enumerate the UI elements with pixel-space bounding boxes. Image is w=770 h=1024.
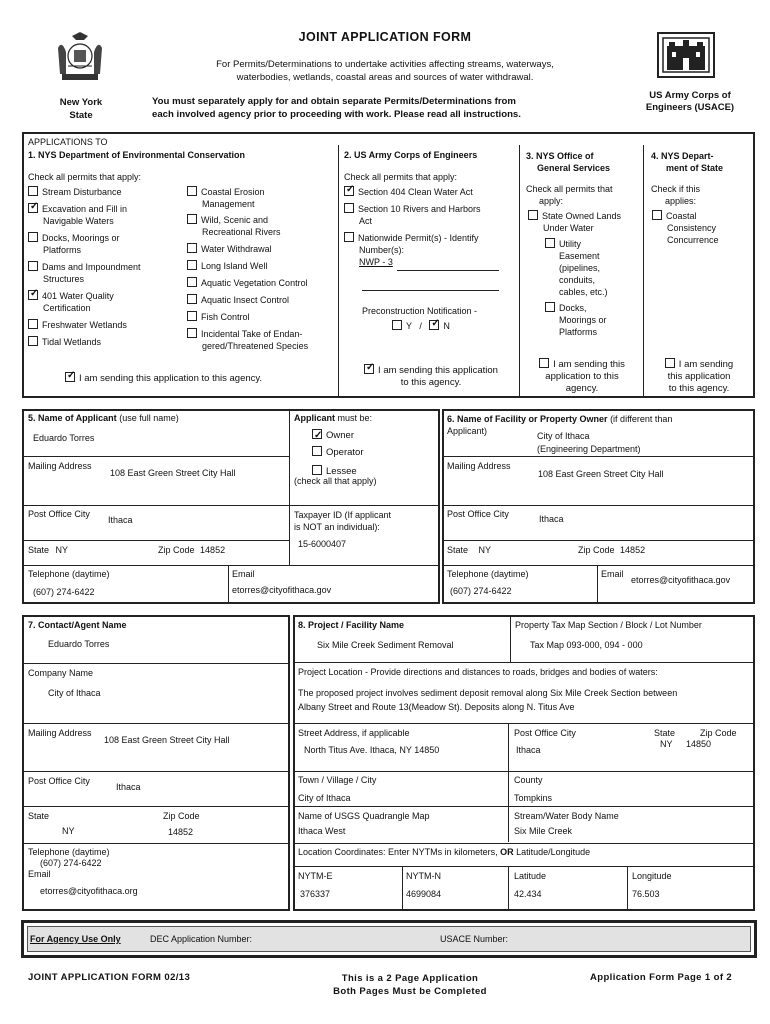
usace-title: 2. US Army Corps of Engineers xyxy=(344,150,478,160)
ogs-item1b: Under Water xyxy=(543,223,594,233)
dec-item[interactable] xyxy=(187,214,337,243)
stream-disturbance-checkbox[interactable] xyxy=(28,186,38,196)
coords-label-or: OR xyxy=(500,847,514,857)
contact-email[interactable]: etorres@cityofithaca.org xyxy=(40,886,138,896)
taxmap-label: Property Tax Map Section / Block / Lot Number xyxy=(515,620,702,630)
usace-number-label: USACE Number: xyxy=(440,934,509,944)
contact-phone[interactable]: (607) 274-6422 xyxy=(40,858,102,868)
ogs-sending2: application to this xyxy=(545,371,619,382)
facility-po-label: Post Office City xyxy=(447,509,509,519)
facility-zip[interactable]: 14852 xyxy=(620,545,646,555)
dec-item[interactable] xyxy=(187,186,337,214)
dec-item[interactable] xyxy=(28,186,188,203)
dec-item-label2: Structures xyxy=(43,274,85,284)
dec-item[interactable] xyxy=(187,328,337,356)
applicant-po[interactable]: Ithaca xyxy=(108,515,133,525)
facility-name1: City of Ithaca xyxy=(537,431,590,441)
dams-impoundment-checkbox[interactable] xyxy=(28,261,38,271)
applicant-label xyxy=(28,413,179,423)
footer-form-id: JOINT APPLICATION FORM 02/13 xyxy=(28,972,191,983)
facility-name2: (Engineering Department) xyxy=(537,444,641,454)
applicant-email[interactable]: etorres@cityofithaca.gov xyxy=(232,585,332,595)
usace-sending-label2: to this agency. xyxy=(400,377,462,388)
dec-item-label: Fish Control xyxy=(201,312,250,322)
facility-name[interactable] xyxy=(537,430,641,456)
dos-sending3: to this agency. xyxy=(668,383,730,394)
project-zip[interactable]: 14850 xyxy=(686,739,712,749)
dec-item-label: Excavation and Fill in xyxy=(42,204,128,214)
project-state-label: State xyxy=(654,728,676,738)
ogs-sending3: agency. xyxy=(565,383,599,394)
applicant-state-label: State xyxy=(28,545,50,555)
coords-label-b: Latitude/Longitude xyxy=(516,847,591,857)
applicant-label-text: 5. Name of Applicant xyxy=(28,413,117,423)
ogs-sending1: I am sending this xyxy=(553,359,625,370)
long-island-well-checkbox[interactable] xyxy=(187,260,197,270)
applicant-roles xyxy=(312,427,364,478)
facility-phone[interactable]: (607) 274-6422 xyxy=(450,586,512,596)
dec-item[interactable] xyxy=(187,243,337,260)
footer-page: Application Form Page 1 of 2 xyxy=(590,972,733,983)
pcn-no-label: N xyxy=(443,321,450,331)
nys-seal xyxy=(52,30,108,86)
contact-name[interactable]: Eduardo Torres xyxy=(48,639,110,649)
dec-item-label: Docks, Moorings or xyxy=(42,233,120,243)
applicant-zip-row xyxy=(158,545,225,555)
dos-title xyxy=(651,150,723,174)
facility-zip-row xyxy=(578,545,645,555)
ogs-item1a: State Owned Lands xyxy=(542,211,622,221)
dec-sending-checkbox[interactable] xyxy=(65,372,75,382)
dec-number-label: DEC Application Number: xyxy=(150,934,253,944)
nytmn-value[interactable]: 4699084 xyxy=(406,889,442,899)
dec-item[interactable] xyxy=(28,203,188,232)
applicant-role-label xyxy=(294,413,372,423)
operator-label: Operator xyxy=(326,447,364,458)
dec-sending[interactable] xyxy=(65,372,262,384)
taxpayer-id[interactable]: 15-6000407 xyxy=(298,539,347,549)
excavation-fill-checkbox[interactable] xyxy=(28,203,38,213)
dec-item-label: Long Island Well xyxy=(201,261,268,271)
location-line1: The proposed project involves sediment deposit removal along Six Mile Creek Section between xyxy=(298,688,678,698)
dec-sending-label: I am sending this application to this agency. xyxy=(79,373,263,384)
ogs-util5: cables, etc.) xyxy=(559,287,608,297)
dos-sending1: I am sending xyxy=(678,359,734,370)
town-value[interactable]: City of Ithaca xyxy=(298,793,351,803)
lat-label: Latitude xyxy=(514,871,547,881)
facility-po[interactable]: Ithaca xyxy=(539,514,564,524)
street-value[interactable]: North Titus Ave. Ithaca, NY 14850 xyxy=(304,745,440,755)
dec-item-label: Tidal Wetlands xyxy=(42,337,102,347)
ogs-docks-checkbox[interactable] xyxy=(545,302,555,312)
project-zip-label: Zip Code xyxy=(700,728,737,738)
ogs-sending-checkbox[interactable] xyxy=(539,358,549,368)
nationwide-permit-checkbox[interactable] xyxy=(344,232,354,242)
coords-label xyxy=(298,847,590,857)
dec-item[interactable] xyxy=(187,260,337,277)
ny-line1: New York xyxy=(59,97,103,108)
usace-line2: Engineers (USACE) xyxy=(645,102,735,113)
facility-state[interactable]: NY xyxy=(478,545,492,555)
company-label: Company Name xyxy=(28,668,94,678)
coords-label-a: Location Coordinates: Enter NYTMs in kilometers, xyxy=(298,847,498,857)
applicant-state[interactable]: NY xyxy=(55,545,69,555)
dec-item-label2: Navigable Waters xyxy=(43,216,114,226)
dec-item-label: Coastal Erosion xyxy=(201,187,265,197)
dec-col1 xyxy=(28,186,188,353)
pcn-yes-checkbox[interactable] xyxy=(392,320,402,330)
section-10-checkbox[interactable] xyxy=(344,203,354,213)
pcn-slash: / xyxy=(419,321,422,331)
ogs-check1: Check all permits that xyxy=(526,184,613,194)
company-name[interactable]: City of Ithaca xyxy=(48,688,101,698)
usgs-label: Name of USGS Quadrangle Map xyxy=(298,811,430,821)
dos-item2: Consistency xyxy=(667,223,717,233)
pcn-no-checkbox[interactable] xyxy=(429,320,439,330)
stream-value[interactable]: Six Mile Creek xyxy=(514,826,573,836)
stream-label: Stream/Water Body Name xyxy=(514,811,619,821)
footer-center xyxy=(300,972,520,998)
dec-item[interactable] xyxy=(28,319,188,336)
tidal-wetlands-checkbox[interactable] xyxy=(28,336,38,346)
facility-state-label: State xyxy=(447,545,469,555)
location-line2: Albany Street and Route 13(Meadow St). Deposits along N. Titus Ave xyxy=(298,702,575,712)
ny-state-label xyxy=(40,96,122,122)
usace-item-label: Nationwide Permit(s) - Identify xyxy=(358,233,479,243)
street-label: Street Address, if applicable xyxy=(298,728,410,738)
dec-item-label: Freshwater Wetlands xyxy=(42,320,127,330)
freshwater-wetlands-checkbox[interactable] xyxy=(28,319,38,329)
usace-item-label: Section 10 Rivers and Harbors xyxy=(358,204,481,214)
ogs-docks3: Platforms xyxy=(559,327,598,337)
dec-item-label2: Platforms xyxy=(43,245,82,255)
contact-po-label: Post Office City xyxy=(28,776,90,786)
usace-check-label: Check all permits that apply: xyxy=(344,172,458,182)
facility-label-text: 6. Name of Facility or Property Owner xyxy=(447,414,608,424)
ogs-util1: Utility xyxy=(559,239,581,249)
ogs-docks1: Docks, xyxy=(559,303,587,313)
applications-heading: APPLICATIONS TO xyxy=(28,137,108,147)
coastal-consistency-checkbox[interactable] xyxy=(652,210,662,220)
facility-email-label: Email xyxy=(601,569,624,579)
dec-item[interactable] xyxy=(28,336,188,353)
nytme-value[interactable]: 376337 xyxy=(300,889,331,899)
usace-line1: US Army Corps of xyxy=(649,90,731,101)
facility-phone-label: Telephone (daytime) xyxy=(447,569,529,579)
nytme-label: NYTM-E xyxy=(298,871,333,881)
lat-value[interactable]: 42.434 xyxy=(514,889,542,899)
applicant-role-text: Applicant xyxy=(294,413,336,423)
usace-item-label2: Act xyxy=(359,216,373,226)
applicant-po-label: Post Office City xyxy=(28,509,90,519)
taxmap-value[interactable]: Tax Map 093-000, 094 - 000 xyxy=(530,640,643,650)
usace-item-label: Section 404 Clean Water Act xyxy=(358,187,473,197)
wild-scenic-rivers-checkbox[interactable] xyxy=(187,214,197,224)
dos-item3: Concurrence xyxy=(667,235,719,245)
nwp-field[interactable] xyxy=(344,256,514,270)
usace-sending-checkbox[interactable] xyxy=(364,364,374,374)
role-owner[interactable] xyxy=(312,427,364,444)
dos-check2: applies: xyxy=(665,196,697,206)
ogs-check2: apply: xyxy=(539,196,564,206)
ogs-utility[interactable] xyxy=(545,238,608,298)
section-404-checkbox[interactable] xyxy=(344,186,354,196)
contact-phone-label: Telephone (daytime) xyxy=(28,847,110,857)
ogs-sending[interactable] xyxy=(522,358,642,395)
taxpayer-label1: Taxpayer ID (If applicant xyxy=(294,510,392,520)
pcn-label: Preconstruction Notification - xyxy=(362,306,478,316)
lessee-checkbox[interactable] xyxy=(312,465,322,475)
applicant-check-note: (check all that apply) xyxy=(294,476,377,486)
incidental-take-checkbox[interactable] xyxy=(187,328,197,338)
facility-mailing[interactable]: 108 East Green Street City Hall xyxy=(538,469,664,479)
county-label: County xyxy=(514,775,543,785)
subtitle-line2: waterbodies, wetlands, coastal areas and sources of water withdrawal. xyxy=(236,72,534,83)
dec-item[interactable] xyxy=(28,261,188,290)
location-label: Project Location - Provide directions and distances to roads, bridges and bodies of waters: xyxy=(298,667,658,677)
usace-item[interactable] xyxy=(344,186,514,203)
applicant-phone[interactable]: (607) 274-6422 xyxy=(33,587,95,597)
lon-value[interactable]: 76.503 xyxy=(632,889,660,899)
ny-line2: State xyxy=(69,110,93,121)
dec-item-label: Wild, Scenic and xyxy=(201,215,269,225)
pcn-yes-label: Y xyxy=(406,321,412,331)
nytmn-label: NYTM-N xyxy=(406,871,441,881)
ogs-docks2: Moorings or xyxy=(559,315,607,325)
dos-sending-checkbox[interactable] xyxy=(665,358,675,368)
water-quality-401-checkbox[interactable] xyxy=(28,290,38,300)
dec-item[interactable] xyxy=(187,311,337,328)
taxpayer-label2: is NOT an individual): xyxy=(294,522,380,532)
dos-check1: Check if this xyxy=(651,184,701,194)
lessee-label: Lessee xyxy=(326,466,357,477)
facility-state-row xyxy=(447,545,491,555)
ogs-docks[interactable] xyxy=(545,302,607,338)
ogs-title xyxy=(526,150,610,174)
project-po-label: Post Office City xyxy=(514,728,576,738)
utility-easement-checkbox[interactable] xyxy=(545,238,555,248)
county-value[interactable]: Tompkins xyxy=(514,793,553,803)
facility-mailing-label: Mailing Address xyxy=(447,461,511,471)
location-description[interactable] xyxy=(298,686,677,714)
owner-label: Owner xyxy=(326,430,354,441)
applicant-state-row xyxy=(28,545,68,555)
subtitle-line1: For Permits/Determinations to undertake activities affecting streams, waterways, xyxy=(216,59,554,70)
ogs-state-lands[interactable] xyxy=(528,210,621,234)
project-label: 8. Project / Facility Name xyxy=(298,620,405,630)
dec-item-label2: Certification xyxy=(43,303,91,313)
footer-center2: Both Pages Must be Completed xyxy=(333,986,487,997)
usgs-value[interactable]: Ithaca West xyxy=(298,826,346,836)
dec-item-label: Water Withdrawal xyxy=(201,244,272,254)
role-operator[interactable] xyxy=(312,444,364,461)
coastal-erosion-checkbox[interactable] xyxy=(187,186,197,196)
dec-item[interactable] xyxy=(28,232,188,261)
usace-sending-label1: I am sending this application xyxy=(378,365,498,376)
applicant-phone-label: Telephone (daytime) xyxy=(28,569,110,579)
dos-title2: ment of State xyxy=(666,163,724,173)
dec-item[interactable] xyxy=(187,277,337,294)
usace-item-label2: Number(s): xyxy=(359,245,405,255)
project-po[interactable]: Ithaca xyxy=(516,745,541,755)
owner-checkbox[interactable] xyxy=(312,429,322,439)
dos-sending2: this application xyxy=(667,371,731,382)
dos-sending[interactable] xyxy=(645,358,753,395)
dos-item1: Coastal xyxy=(666,211,697,221)
applicant-mailing[interactable]: 108 East Green Street City Hall xyxy=(110,468,236,478)
applicant-zip[interactable]: 14852 xyxy=(200,545,226,555)
contact-state-label: State xyxy=(28,811,50,821)
town-label: Town / Village / City xyxy=(298,775,377,785)
dec-item-label2: gered/Threatened Species xyxy=(202,341,309,351)
facility-zip-label: Zip Code xyxy=(578,545,615,555)
fish-control-checkbox[interactable] xyxy=(187,311,197,321)
dec-title: 1. NYS Department of Environmental Conservation xyxy=(28,150,246,160)
contact-email-label: Email xyxy=(28,869,51,879)
applicant-zip-label: Zip Code xyxy=(158,545,195,555)
applicant-role-suffix: must be: xyxy=(337,413,373,423)
applicant-label-note: (use full name) xyxy=(119,413,179,423)
docks-moorings-checkbox[interactable] xyxy=(28,232,38,242)
ogs-util4: conduits, xyxy=(559,275,596,285)
contact-state[interactable]: NY xyxy=(62,826,75,836)
applicant-mailing-label: Mailing Address xyxy=(28,461,92,471)
dec-item-label: Incidental Take of Endan- xyxy=(201,329,303,339)
warning-line1: You must separately apply for and obtain separate Permits/Determinations from xyxy=(152,96,516,107)
nwp-value: NWP - 3 xyxy=(359,257,393,267)
taxpayer-label xyxy=(294,509,391,533)
facility-email[interactable]: etorres@cityofithaca.gov xyxy=(631,575,731,585)
pcn-options xyxy=(392,320,450,331)
usace-castle-logo xyxy=(657,32,715,78)
ogs-title1: 3. NYS Office of xyxy=(526,151,594,161)
aquatic-insect-checkbox[interactable] xyxy=(187,294,197,304)
dec-item-label: Aquatic Vegetation Control xyxy=(201,278,308,288)
dec-item-label: Stream Disturbance xyxy=(42,187,122,197)
usace-item[interactable] xyxy=(344,203,514,232)
usace-sending[interactable] xyxy=(346,364,516,389)
dos-title1: 4. NYS Depart- xyxy=(651,151,714,161)
ogs-title2: General Services xyxy=(537,163,611,173)
contact-mailing-label: Mailing Address xyxy=(28,728,92,738)
dec-item[interactable] xyxy=(187,294,337,311)
dec-item-label: Dams and Impoundment xyxy=(42,262,141,272)
form-title: JOINT APPLICATION FORM xyxy=(298,30,472,44)
project-state[interactable]: NY xyxy=(660,739,673,749)
dec-item-label2: Recreational Rivers xyxy=(202,227,281,237)
usace-label xyxy=(630,90,750,114)
lon-label: Longitude xyxy=(632,871,672,881)
contact-zip[interactable]: 14852 xyxy=(168,827,194,837)
dec-item[interactable] xyxy=(28,290,188,319)
applicant-email-label: Email xyxy=(232,569,255,579)
facility-label-note2: Applicant) xyxy=(447,426,488,436)
dec-item-label: 401 Water Quality xyxy=(42,291,114,301)
dec-col2 xyxy=(187,186,337,356)
footer-center1: This is a 2 Page Application xyxy=(341,973,479,984)
ogs-check-label xyxy=(526,183,613,207)
dec-item-label: Aquatic Insect Control xyxy=(201,295,290,305)
dos-check-label xyxy=(651,183,700,207)
warning-text xyxy=(152,95,632,121)
dos-coastal[interactable] xyxy=(652,210,719,246)
operator-checkbox[interactable] xyxy=(312,446,322,456)
facility-label-note: (if different than xyxy=(610,414,673,424)
aquatic-vegetation-checkbox[interactable] xyxy=(187,277,197,287)
water-withdrawal-checkbox[interactable] xyxy=(187,243,197,253)
agency-use-fill xyxy=(27,926,751,952)
usace-items xyxy=(344,186,514,270)
ogs-util3: (pipelines, xyxy=(559,263,601,273)
contact-mailing[interactable]: 108 East Green Street City Hall xyxy=(104,735,230,745)
project-name[interactable]: Six Mile Creek Sediment Removal xyxy=(317,640,454,650)
applicant-name[interactable]: Eduardo Torres xyxy=(33,433,95,443)
dec-item-label2: Management xyxy=(202,199,255,209)
warning-line2: each involved agency prior to proceeding with work. Please read all instructions. xyxy=(152,109,521,120)
dec-check-label: Check all permits that apply: xyxy=(28,172,142,182)
agency-use-label: For Agency Use Only xyxy=(30,934,121,944)
contact-zip-label: Zip Code xyxy=(163,811,200,821)
contact-po[interactable]: Ithaca xyxy=(116,782,141,792)
contact-label: 7. Contact/Agent Name xyxy=(28,620,127,630)
form-subtitle xyxy=(150,58,620,84)
usace-item[interactable] xyxy=(344,232,514,256)
ogs-util2: Easement xyxy=(559,251,600,261)
state-owned-lands-checkbox[interactable] xyxy=(528,210,538,220)
